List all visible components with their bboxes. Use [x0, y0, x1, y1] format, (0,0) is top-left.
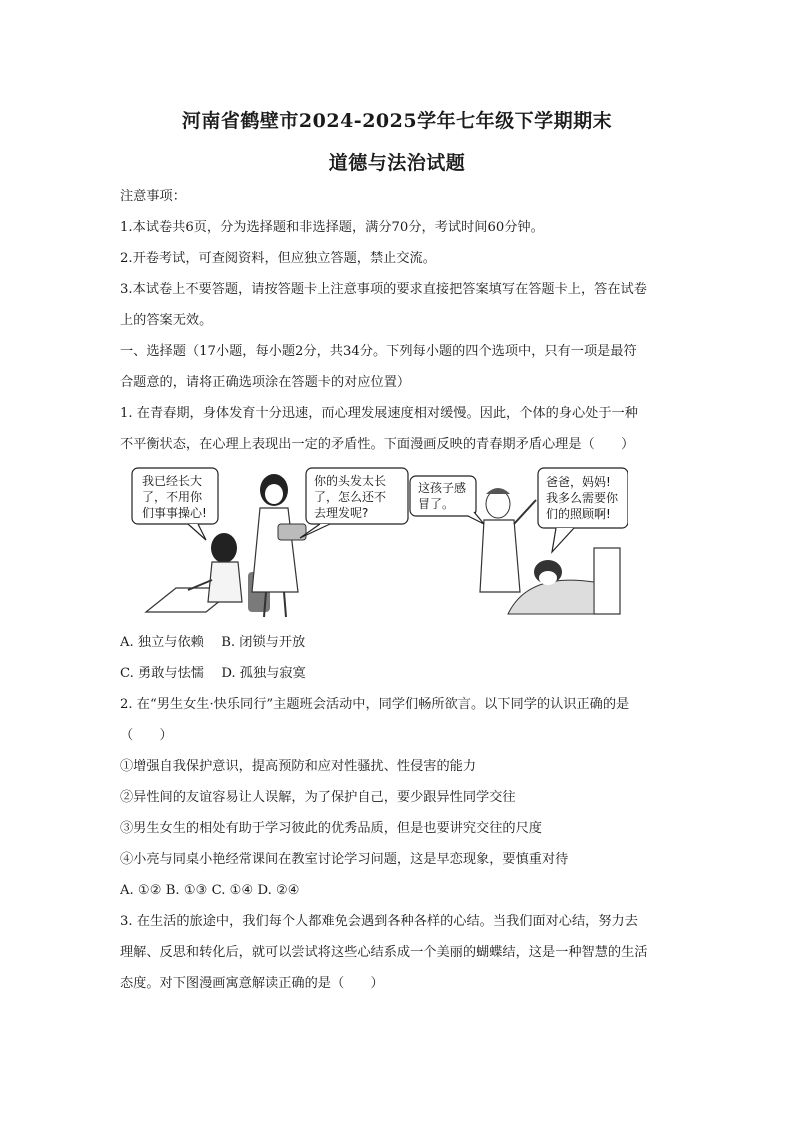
q2-item: ③男生女生的相处有助于学习彼此的优秀品质，但是也要讲究交往的尺度	[120, 821, 542, 836]
bubble-text: 去理发呢?	[314, 506, 369, 520]
q2-item: ①增强自我保护意识，提高预防和应对性骚扰、性侵害的能力	[120, 759, 477, 774]
bubble-text: 爸爸，妈妈!	[546, 475, 611, 489]
q2-item: ②异性间的友谊容易让人误解，为了保护自己，要少跟异性同学交往	[120, 790, 516, 805]
q3-stem: 态度。对下图漫画寓意解读正确的是（ ）	[120, 976, 384, 991]
section-heading: 一、选择题（17小题，每小题2分，共34分。下列每小题的四个选项中，只有一项是最符	[120, 344, 637, 359]
q2-options: A. ①② B. ①③ C. ①④ D. ②④	[120, 883, 300, 898]
q1-comic-illustration	[128, 462, 628, 622]
bubble-text: 了，怎么还不	[314, 490, 387, 504]
bubble-text: 冒了。	[418, 497, 455, 511]
q1-stem: 不平衡状态，在心理上表现出一定的矛盾性。下面漫画反映的青春期矛盾心理是（ ）	[120, 437, 635, 452]
exam-subtitle: 道德与法治试题	[328, 152, 466, 174]
q1-options: C. 勇敢与怯懦 D. 孤独与寂寞	[120, 666, 306, 681]
notice-item: 上的答案无效。	[120, 313, 213, 328]
q2-item: ④小亮与同桌小艳经常课间在教室讨论学习问题，这是早恋现象，要慎重对待	[120, 852, 569, 867]
q2-stem: 2. 在“男生女生·快乐同行”主题班会活动中，同学们畅所欲言。以下同学的认识正确的是	[120, 697, 630, 712]
section-heading-cont: 合题意的，请将正确选项涂在答题卡的对应位置）	[120, 375, 411, 390]
notice-item: 1.本试卷共6页，分为选择题和非选择题，满分70分，考试时间60分钟。	[120, 220, 544, 235]
speech-bubble-child	[538, 468, 628, 552]
speech-bubble-mother	[300, 468, 408, 538]
bubble-text: 我已经长大	[142, 474, 203, 488]
bubble-text: 们的照顾啊!	[546, 507, 611, 521]
q1-options: A. 独立与依赖 B. 闭锁与开放	[120, 635, 306, 650]
q2-stem: （ ）	[120, 728, 173, 743]
bubble-text: 这孩子感	[418, 481, 467, 495]
notice-item: 3.本试卷上不要答题，请按答题卡上注意事项的要求直接把答案填写在答题卡上，答在试卷	[120, 282, 647, 297]
boy-at-desk-figure	[146, 533, 270, 612]
bubble-text: 你的头发太长	[314, 474, 387, 488]
notice-heading: 注意事项：	[120, 189, 186, 204]
notice-item: 2.开卷考试，可查阅资料，但应独立答题，禁止交流。	[120, 251, 436, 266]
q3-stem: 理解、反思和转化后，就可以尝试将这些心结系成一个美丽的蝴蝶结，这是一种智慧的生活	[120, 945, 648, 960]
speech-bubble-boy	[132, 468, 218, 540]
exam-title: 河南省鹤壁市2024-2025学年七年级下学期期末	[181, 110, 613, 132]
doctor-figure	[480, 488, 536, 592]
q1-stem: 1. 在青春期，身体发育十分迅速，而心理发展速度相对缓慢。因此，个体的身心处于一种	[120, 406, 638, 421]
q3-stem: 3. 在生活的旅途中，我们每个人都难免会遇到各种各样的心结。当我们面对心结，努力去	[120, 914, 638, 929]
sick-child-in-bed-figure	[508, 548, 620, 614]
bubble-text: 了，不用你	[142, 490, 203, 504]
bubble-text: 们事事操心!	[142, 506, 207, 520]
bubble-text: 我多么需要你	[546, 491, 619, 505]
speech-bubble-doctor	[410, 476, 484, 524]
